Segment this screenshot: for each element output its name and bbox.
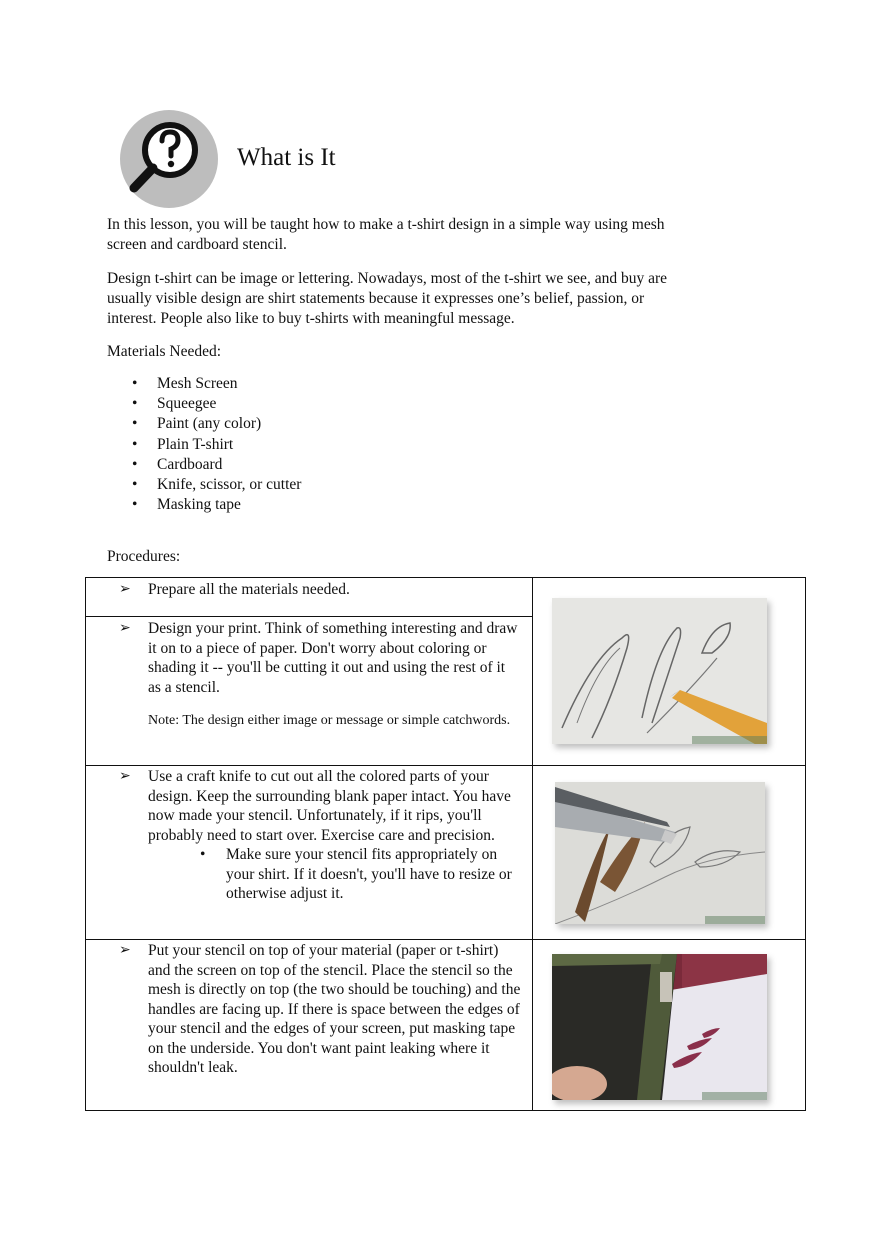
arrow-bullet-icon: ➢: [119, 581, 131, 597]
procedures-heading: Procedures:: [107, 548, 181, 565]
step-text: Use a craft knife to cut out all the colored parts of your design. Keep the surrounding blank paper intact. You have now made your stencil. Unfortunately, if it rips, you'll probably need to start over. Exercise care and precision.: [148, 768, 511, 844]
magnifier-question-icon: [120, 110, 218, 208]
list-item: • Mesh Screen: [107, 374, 301, 394]
screen-photo: [552, 954, 767, 1100]
table-row: [86, 940, 806, 1111]
step-cell: [86, 940, 533, 1111]
materials-list: [107, 374, 301, 515]
image-cell: [532, 766, 805, 940]
procedures-table: [85, 577, 806, 1111]
arrow-bullet-icon: ➢: [119, 942, 131, 958]
list-item: • Squeegee: [107, 394, 301, 414]
list-item: • Cardboard: [107, 455, 301, 475]
materials-heading: Materials Needed:: [107, 343, 222, 360]
step-cell: [86, 578, 533, 617]
list-item: • Paint (any color): [107, 414, 301, 434]
list-item: • Masking tape: [107, 495, 301, 515]
intro-paragraph: Design t-shirt can be image or lettering. Nowadays, most of the t-shirt we see, and buy are usually visible design are shirt statements because it expresses one’s belief, passion, or interest. People also like to buy t-shirts with meaningful message.: [107, 270, 667, 327]
table-row: [86, 578, 806, 617]
step-text: Put your stencil on top of your material (paper or t-shirt) and the screen on top of the stencil. Place the stencil so the mesh is directly on top (the two should be touching) and the handles are facing up. If there is space between the edges of your stencil and the edges of your screen, put masking tape on the underside. You don't want paint leaking where it shouldn't leak.: [148, 942, 521, 1076]
page-title: What is It: [237, 144, 336, 171]
step-note: Note: The design either image or message or simple catchwords.: [148, 713, 511, 728]
step-subpoint: Make sure your stencil fits appropriately on your shirt. If it doesn't, you'll have to resize or otherwise adjust it.: [226, 846, 512, 902]
table-row: [86, 766, 806, 940]
list-item: • Plain T-shirt: [107, 435, 301, 455]
step-cell: [86, 617, 533, 766]
list-item: • Knife, scissor, or cutter: [107, 475, 301, 495]
arrow-bullet-icon: ➢: [119, 768, 131, 784]
intro-paragraph: In this lesson, you will be taught how to make a t-shirt design in a simple way using mesh screen and cardboard stencil.: [107, 216, 665, 253]
drawing-photo: [552, 598, 767, 744]
cutting-photo: [555, 782, 765, 924]
image-cell: [532, 578, 805, 766]
step-cell: [86, 766, 533, 940]
step-text: Prepare all the materials needed.: [148, 581, 350, 598]
arrow-bullet-icon: ➢: [119, 620, 131, 636]
lesson-header: [120, 110, 720, 210]
dot-bullet-icon: •: [200, 846, 206, 863]
image-cell: [532, 940, 805, 1111]
step-text: Design your print. Think of something interesting and draw it on to a piece of paper. Don't worry about coloring or shading it -- you'll be cutting it out and using the rest of it as a stencil.: [148, 620, 518, 696]
